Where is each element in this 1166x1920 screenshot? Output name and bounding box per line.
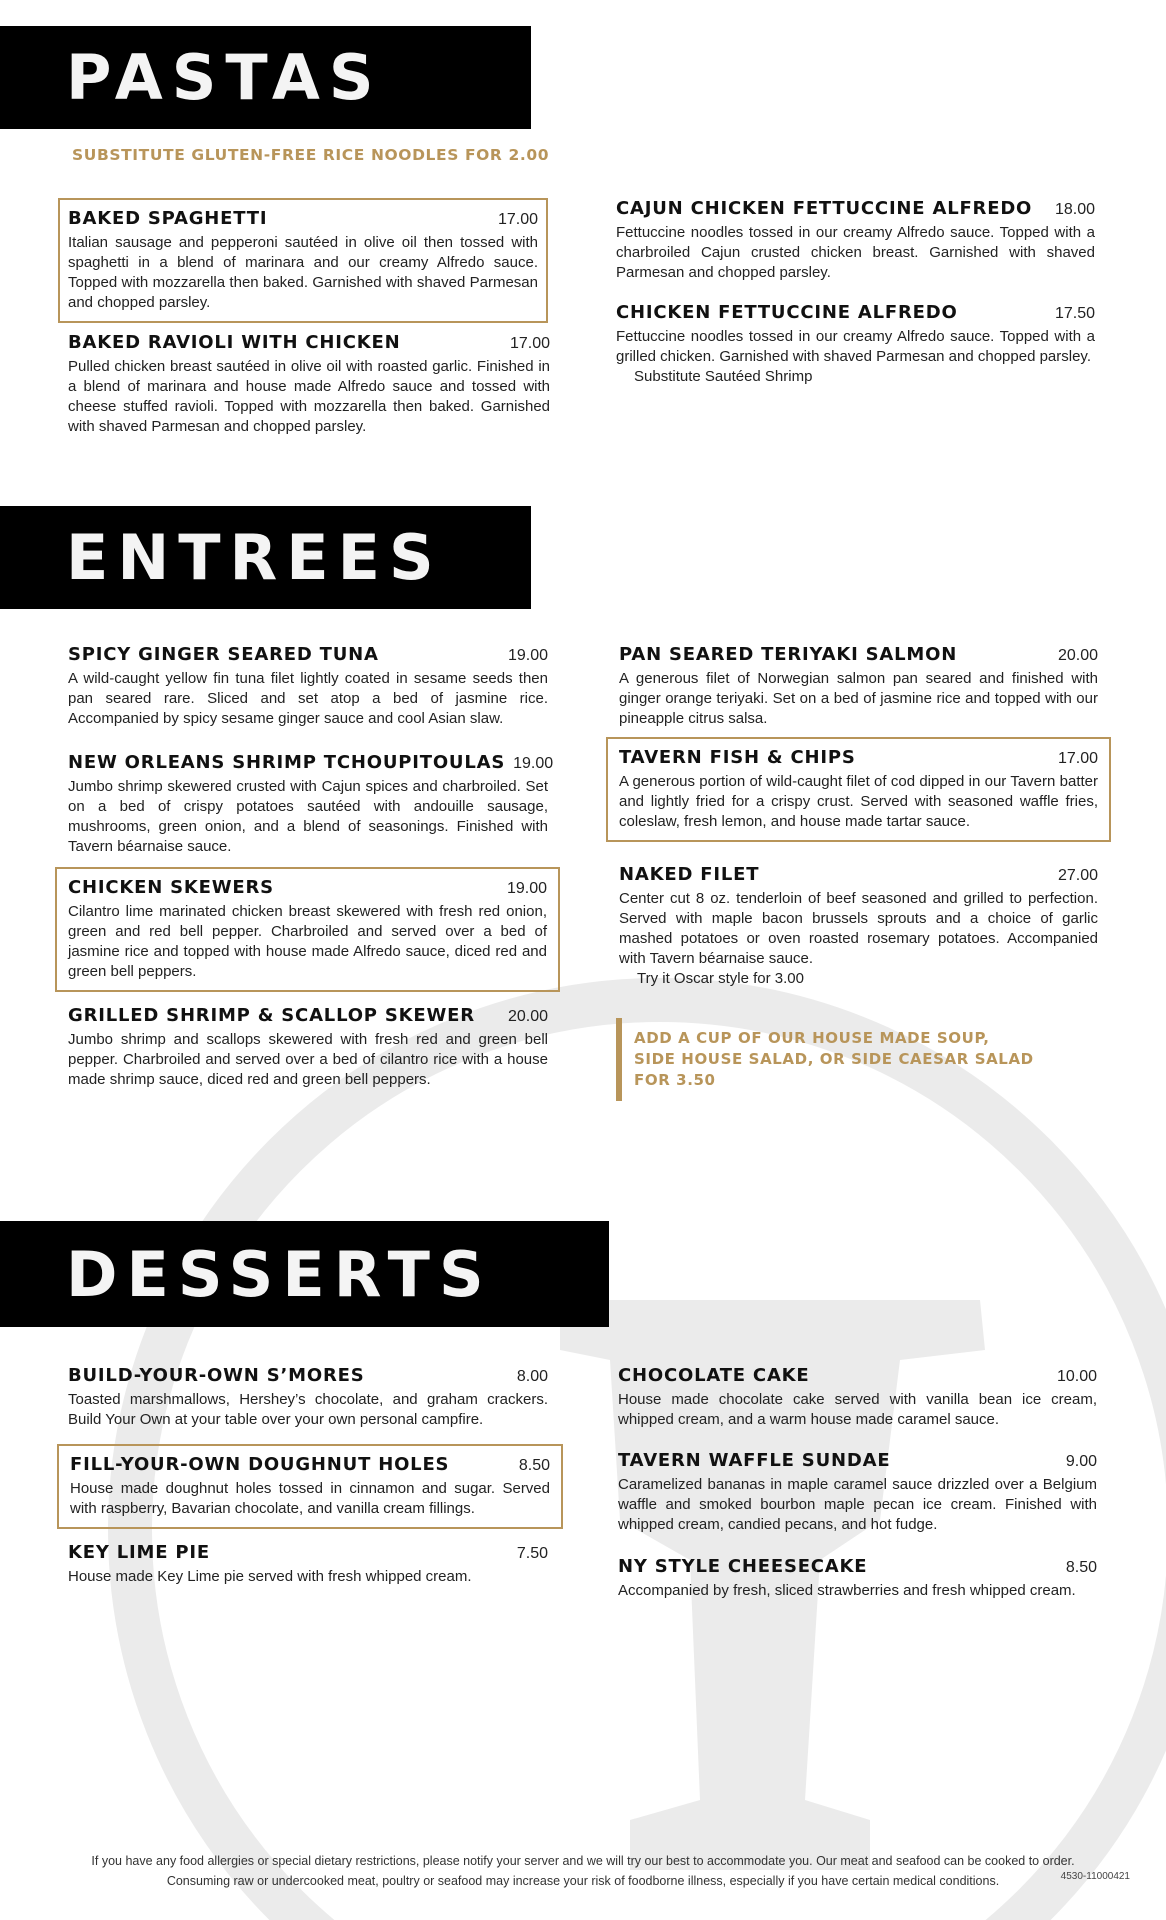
menu-item-waffle-sundae: [618, 1450, 1097, 1535]
menu-item-naked-filet: [619, 864, 1098, 989]
item-description: Fettuccine noodles tossed in our creamy Alfredo sauce. Topped with a charbroiled Cajun crusted chicken breast. Garnished with shaved Parmesan and chopped parsley.: [616, 224, 1095, 281]
side-addon-callout: ADD A CUP OF OUR HOUSE MADE SOUP, SIDE HOUSE SALAD, OR SIDE CAESAR SALAD FOR 3.50: [616, 1018, 1114, 1101]
item-description: House made Key Lime pie served with fresh whipped cream.: [68, 1568, 472, 1585]
item-name: FILL-YOUR-OWN DOUGHNUT HOLES: [70, 1454, 450, 1475]
desserts-heading: DESSERTS: [66, 1237, 493, 1311]
menu-code: 4530-11000421: [1060, 1871, 1130, 1882]
item-name: GRILLED SHRIMP & SCALLOP SKEWER: [68, 1005, 475, 1026]
menu-item-chocolate-cake: [618, 1365, 1097, 1430]
entrees-banner: [0, 506, 531, 609]
item-price: 17.50: [1054, 305, 1095, 322]
item-price: 17.00: [497, 211, 538, 228]
item-description: Jumbo shrimp and scallops skewered with fresh red and green bell pepper. Charbroiled and served over a bed of cilantro rice with a house made shrimp sauce, diced red and green bell peppers.: [68, 1031, 548, 1088]
item-name: SPICY GINGER SEARED TUNA: [68, 644, 379, 665]
item-description: Italian sausage and pepperoni sautéed in olive oil then tossed with spaghetti in a blend of marinara and our creamy Alfredo sauce. Topped with mozzarella then baked. Garnished with shaved Parmesan and chopped parsley.: [68, 234, 538, 311]
item-price: 8.00: [516, 1368, 548, 1385]
item-description: House made doughnut holes tossed in cinnamon and sugar. Served with raspberry, Bavarian chocolate, and vanilla cream fillings.: [70, 1480, 550, 1517]
item-description: Pulled chicken breast sautéed in olive oil with roasted garlic. Finished in a blend of marinara and house made Alfredo sauce and tossed with cheese stuffed ravioli. Topped with mozzarella then baked. Garnished with shaved Parmesan and chopped parsley.: [68, 358, 550, 435]
menu-item-ginger-tuna: [68, 644, 548, 729]
item-price: 20.00: [1057, 647, 1098, 664]
item-name: KEY LIME PIE: [68, 1542, 210, 1563]
disclaimer-line-2: Consuming raw or undercooked meat, poultry or seafood may increase your risk of foodborne illness, especially if you have certain medical conditions.: [166, 1874, 1000, 1888]
item-price: 20.00: [507, 1008, 548, 1025]
menu-item-smores: [68, 1365, 548, 1430]
item-name: CHICKEN SKEWERS: [68, 877, 274, 898]
menu-item-chicken-skewers: [55, 867, 560, 992]
item-name: BAKED SPAGHETTI: [68, 208, 268, 229]
item-price: 27.00: [1057, 867, 1098, 884]
item-price: 9.00: [1065, 1453, 1097, 1470]
item-description: A wild-caught yellow fin tuna filet lightly coated in sesame seeds then pan seared rare. Sliced and set atop a bed of jasmine rice. Accompanied by spicy sesame ginger sauce and cool Asian slaw.: [68, 670, 548, 727]
menu-item-doughnut-holes: [57, 1444, 563, 1529]
menu-item-shrimp-tchoupitoulas: [68, 752, 554, 857]
item-price: 19.00: [513, 755, 554, 772]
item-name: PAN SEARED TERIYAKI SALMON: [619, 644, 958, 665]
entrees-heading: ENTREES: [66, 521, 443, 594]
menu-item-cajun-fettuccine: [616, 198, 1095, 283]
item-price: 8.50: [518, 1457, 550, 1474]
item-price: 19.00: [507, 647, 548, 664]
menu-item-baked-spaghetti: [58, 198, 548, 323]
item-description: Center cut 8 oz. tenderloin of beef seasoned and grilled to perfection. Served with maple bacon brussels sprouts and a choice of garlic mashed potatoes or oven roasted rosemary potatoes. Accompanied with Tavern béarnaise sauce.: [619, 890, 1098, 967]
pastas-heading: PASTAS: [66, 41, 383, 114]
item-name: NAKED FILET: [619, 864, 760, 885]
item-description: Jumbo shrimp skewered crusted with Cajun spices and charbroiled. Set on a bed of crispy potatoes sautéed with andouille sausage, mushrooms, green onion, and a blend of seasonings. Finished with Tavern béarnaise sauce.: [68, 778, 548, 855]
item-description: Cilantro lime marinated chicken breast skewered with fresh red onion, green and red bell pepper. Charbroiled and served over a bed of jasmine rice and topped with house made Alfredo sauce, diced red and green bell peppers.: [68, 903, 547, 980]
item-description: Caramelized bananas in maple caramel sauce drizzled over a Belgium waffle and smoked bourbon maple pecan ice cream. Finished with whipped cream, candied pecans, and hot fudge.: [618, 1476, 1097, 1533]
pastas-banner: [0, 26, 531, 129]
item-name: CHOCOLATE CAKE: [618, 1365, 810, 1386]
item-name: BAKED RAVIOLI WITH CHICKEN: [68, 332, 401, 353]
menu-item-key-lime-pie: [68, 1542, 548, 1587]
menu-item-fish-and-chips: [606, 737, 1111, 842]
item-price: 8.50: [1065, 1559, 1097, 1576]
item-description: House made chocolate cake served with vanilla bean ice cream, whipped cream, and a warm house made caramel sauce.: [618, 1391, 1097, 1428]
item-name: CAJUN CHICKEN FETTUCCINE ALFREDO: [616, 198, 1033, 219]
menu-item-cheesecake: [618, 1556, 1097, 1601]
menu-item-baked-ravioli: [68, 332, 550, 437]
menu-item-shrimp-scallop-skewer: [68, 1005, 548, 1090]
gluten-free-note: SUBSTITUTE GLUTEN-FREE RICE NOODLES FOR 2.00: [72, 146, 550, 164]
allergy-disclaimer: [0, 1851, 1166, 1891]
item-name: CHICKEN FETTUCCINE ALFREDO: [616, 302, 958, 323]
item-description: A generous portion of wild-caught filet of cod dipped in our Tavern batter and lightly fried for a crispy crust. Served with seasoned waffle fries, coleslaw, fresh lemon, and house made tartar sauce.: [619, 773, 1098, 830]
item-price: 10.00: [1056, 1368, 1097, 1385]
item-description: Fettuccine noodles tossed in our creamy Alfredo sauce. Topped with a grilled chicken. Garnished with shaved Parmesan and chopped parsley.: [616, 328, 1095, 365]
item-price: 7.50: [516, 1545, 548, 1562]
desserts-banner: [0, 1221, 609, 1327]
item-description: Accompanied by fresh, sliced strawberries and fresh whipped cream.: [618, 1582, 1076, 1599]
item-name: TAVERN FISH & CHIPS: [619, 747, 856, 768]
item-description: Toasted marshmallows, Hershey’s chocolate, and graham crackers. Build Your Own at your table over your own personal campfire.: [68, 1391, 548, 1428]
item-extra: Substitute Sautéed Shrimp: [634, 368, 813, 385]
item-price: 17.00: [1057, 750, 1098, 767]
item-price: 17.00: [509, 335, 550, 352]
item-name: NEW ORLEANS SHRIMP TCHOUPITOULAS: [68, 752, 506, 773]
item-name: TAVERN WAFFLE SUNDAE: [618, 1450, 891, 1471]
disclaimer-line-1: If you have any food allergies or special dietary restrictions, please notify your server and we will try our best to accommodate you. Our meat and seafood can be cooked to order.: [91, 1854, 1075, 1868]
item-description: A generous filet of Norwegian salmon pan seared and finished with ginger orange teriyaki. Set on a bed of jasmine rice and topped with our pineapple citrus salsa.: [619, 670, 1098, 727]
item-extra: Try it Oscar style for 3.00: [637, 970, 804, 987]
item-name: NY STYLE CHEESECAKE: [618, 1556, 868, 1577]
item-price: 19.00: [506, 880, 547, 897]
menu-item-teriyaki-salmon: [619, 644, 1098, 729]
item-name: BUILD-YOUR-OWN S’MORES: [68, 1365, 365, 1386]
item-price: 18.00: [1054, 201, 1095, 218]
menu-item-chicken-fettuccine: [616, 302, 1095, 387]
